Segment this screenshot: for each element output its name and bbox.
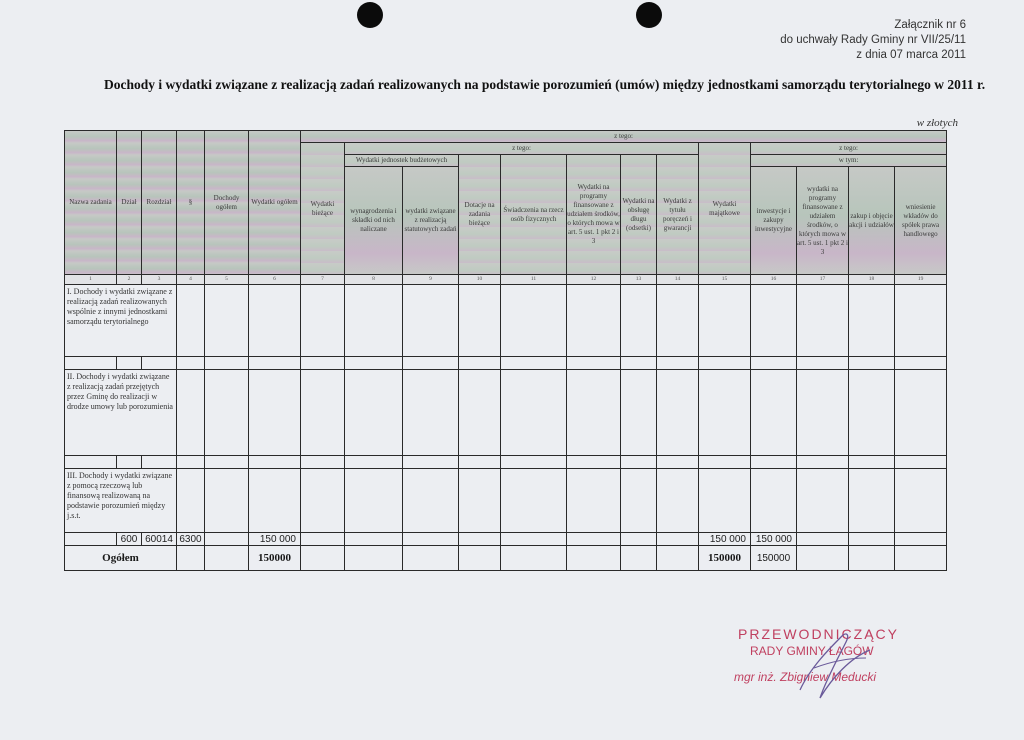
cell-paragraf: 6300 (177, 533, 205, 546)
data-row (65, 533, 947, 546)
col-number: 7 (301, 275, 345, 285)
section-blank-row (65, 456, 947, 469)
header-wynagrodzenia: wynagrodzenia i składki od nich naliczane (345, 167, 403, 275)
header-swiadczenia: Świadczenia na rzecz osób fizycznych (501, 155, 567, 275)
signature-scribble (780, 628, 890, 708)
cell-dzial: 600 (117, 533, 142, 546)
header-programy: Wydatki na programy finansowane z udziałem środków, o których mowa w art. 5 ust. 1 pkt 2 i 3 (567, 155, 621, 275)
header-dotacje: Dotacje na zadania bieżące (459, 155, 501, 275)
total-wydatki-ogolem: 150000 (249, 546, 301, 571)
col-number: 8 (345, 275, 403, 285)
col-number: 5 (205, 275, 249, 285)
col-number: 1 (65, 275, 117, 285)
header-inwestycje: inwestycje i zakupy inwestycyjne (751, 167, 797, 275)
annex-note (780, 18, 966, 63)
header-dochody: Dochody ogółem (205, 131, 249, 275)
punch-hole-left (357, 2, 383, 28)
section-row (65, 469, 947, 533)
header-poreczenia: Wydatki z tytułu poręczeń i gwarancji (657, 155, 699, 275)
col-number: 17 (797, 275, 849, 285)
stamp-signatory: mgr inż. Zbigniew Meducki (734, 670, 877, 684)
header-majatkowe: Wydatki majątkowe (699, 143, 751, 275)
annex-line-2: do uchwały Rady Gminy nr VII/25/11 (780, 34, 966, 46)
header-dzial: Dział (117, 131, 142, 275)
header-wniesienie: wniesienie wkładów do spółek prawa handlowego (895, 167, 947, 275)
col-number: 3 (142, 275, 177, 285)
col-number: 19 (895, 275, 947, 285)
col-number: 2 (117, 275, 142, 285)
annex-line-1: Załącznik nr 6 (894, 19, 966, 31)
header-wydatki-biezace: Wydatki bieżące (301, 143, 345, 275)
col-number: 11 (501, 275, 567, 285)
col-number: 18 (849, 275, 895, 285)
col-number: 10 (459, 275, 501, 285)
unit-label: w złotych (916, 117, 958, 129)
total-inwestycje: 150000 (751, 546, 797, 571)
cell-rozdzial: 60014 (142, 533, 177, 546)
total-label: Ogółem (65, 546, 177, 571)
section-label-2: II. Dochody i wydatki związane z realizacją zadań przejętych przez Gminę do realizacji w drodze umowy lub porozumienia (65, 370, 177, 456)
section-label-1: I. Dochody i wydatki związane z realizacją zadań realizowanych wspólnie z innymi jednostkami samorządu terytorialnego (65, 285, 177, 357)
col-number: 12 (567, 275, 621, 285)
cell-majatkowe: 150 000 (699, 533, 751, 546)
col-number: 4 (177, 275, 205, 285)
total-row (65, 546, 947, 571)
section-label-3: III. Dochody i wydatki związane z pomocą rzeczową lub finansową realizowaną na podstawie porozumień między j.s.t. (65, 469, 177, 533)
cell-wydatki-ogolem: 150 000 (249, 533, 301, 546)
annex-line-3: z dnia 07 marca 2011 (856, 49, 966, 61)
total-majatkowe: 150000 (699, 546, 751, 571)
header-wydatki-ogolem: Wydatki ogółem (249, 131, 301, 275)
column-number-row (65, 275, 947, 285)
col-number: 14 (657, 275, 699, 285)
budget-table (64, 130, 947, 571)
stamp-council: RADY GMINY ŁAGÓW (750, 644, 874, 658)
header-z-tego-right: z tego: (751, 143, 947, 155)
section-blank-row (65, 357, 947, 370)
header-wydatki-jednostek: Wydatki jednostek budżetowych (345, 155, 459, 167)
stamp-title: PRZEWODNICZĄCY (738, 626, 899, 642)
header-paragraf: § (177, 131, 205, 275)
header-rozdzial: Rozdział (142, 131, 177, 275)
header-akcje: zakup i objęcie akcji i udziałów (849, 167, 895, 275)
col-number: 13 (621, 275, 657, 285)
header-w-tym: w tym: (751, 155, 947, 167)
header-programy-2: wydatki na programy finansowane z udziałem środków, o których mowa w art. 5 ust. 1 pkt 2 i 3 (797, 167, 849, 275)
header-z-tego-mid: z tego: (345, 143, 699, 155)
header-nazwa: Nazwa zadania (65, 131, 117, 275)
cell-inwestycje: 150 000 (751, 533, 797, 546)
document-title: Dochody i wydatki związane z realizacją zadań realizowanych na podstawie porozumień (umów) między jednostkami samorządu terytorialnego w 2011 r. (104, 77, 986, 92)
section-row (65, 370, 947, 456)
col-number: 16 (751, 275, 797, 285)
section-row (65, 285, 947, 357)
col-number: 6 (249, 275, 301, 285)
col-number: 9 (403, 275, 459, 285)
header-z-tego-top: z tego: (301, 131, 947, 143)
punch-hole-right (636, 2, 662, 28)
col-number: 15 (699, 275, 751, 285)
header-statutowe: wydatki związane z realizacją statutowych zadań (403, 167, 459, 275)
header-obsluga: Wydatki na obsługę długu (odsetki) (621, 155, 657, 275)
